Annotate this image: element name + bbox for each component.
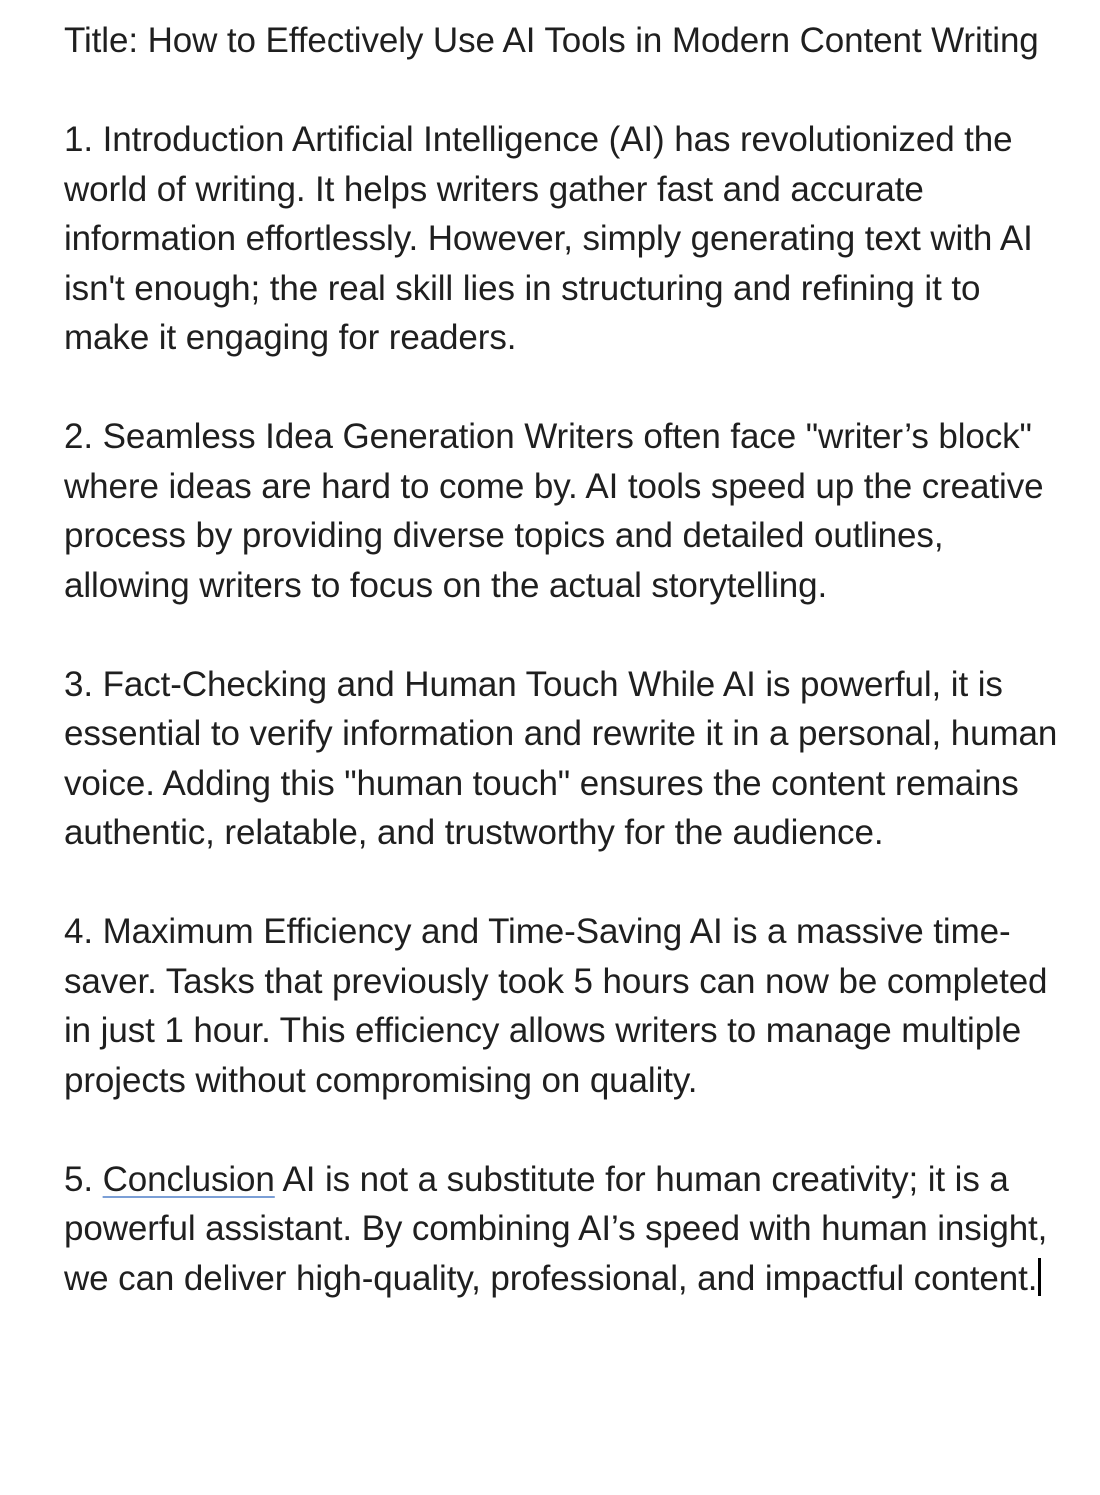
document-body[interactable] <box>64 16 1074 1303</box>
section-conclusion[interactable] <box>64 1155 1074 1304</box>
conclusion-heading[interactable]: Conclusion <box>102 1159 275 1199</box>
text-cursor <box>1038 1258 1041 1296</box>
section-idea-generation[interactable]: 2. Seamless Idea Generation Writers often face "writer’s block" where ideas are hard to come by. AI tools speed up the creative process by providing diverse topics and detailed outlines, allowing writers to focus on the actual storytelling. <box>64 417 1044 605</box>
conclusion-text: AI is not a substitute for human creativity; it is a powerful assistant. By combining AI’s speed with human insight, we can deliver high-quality, professional, and impactful content. <box>64 1159 1048 1298</box>
section-introduction[interactable]: 1. Introduction Artificial Intelligence (AI) has revolutionized the world of writing. It helps writers gather fast and accurate information effortlessly. However, simply generating text with AI isn't enough; the real skill lies in structuring and refining it to make it engaging for readers. <box>64 120 1033 357</box>
conclusion-number: 5. <box>64 1159 103 1199</box>
section-efficiency[interactable]: 4. Maximum Efficiency and Time-Saving AI is a massive time-saver. Tasks that previously took 5 hours can now be completed in just 1 hour. This efficiency allows writers to manage multiple projects without compromising on quality. <box>64 912 1048 1100</box>
document-title[interactable]: Title: How to Effectively Use AI Tools in Modern Content Writing <box>64 21 1039 60</box>
section-fact-checking[interactable]: 3. Fact-Checking and Human Touch While AI is powerful, it is essential to verify information and rewrite it in a personal, human voice. Adding this "human touch" ensures the content remains authentic, relatable, and trustworthy for the audience. <box>64 664 1058 852</box>
